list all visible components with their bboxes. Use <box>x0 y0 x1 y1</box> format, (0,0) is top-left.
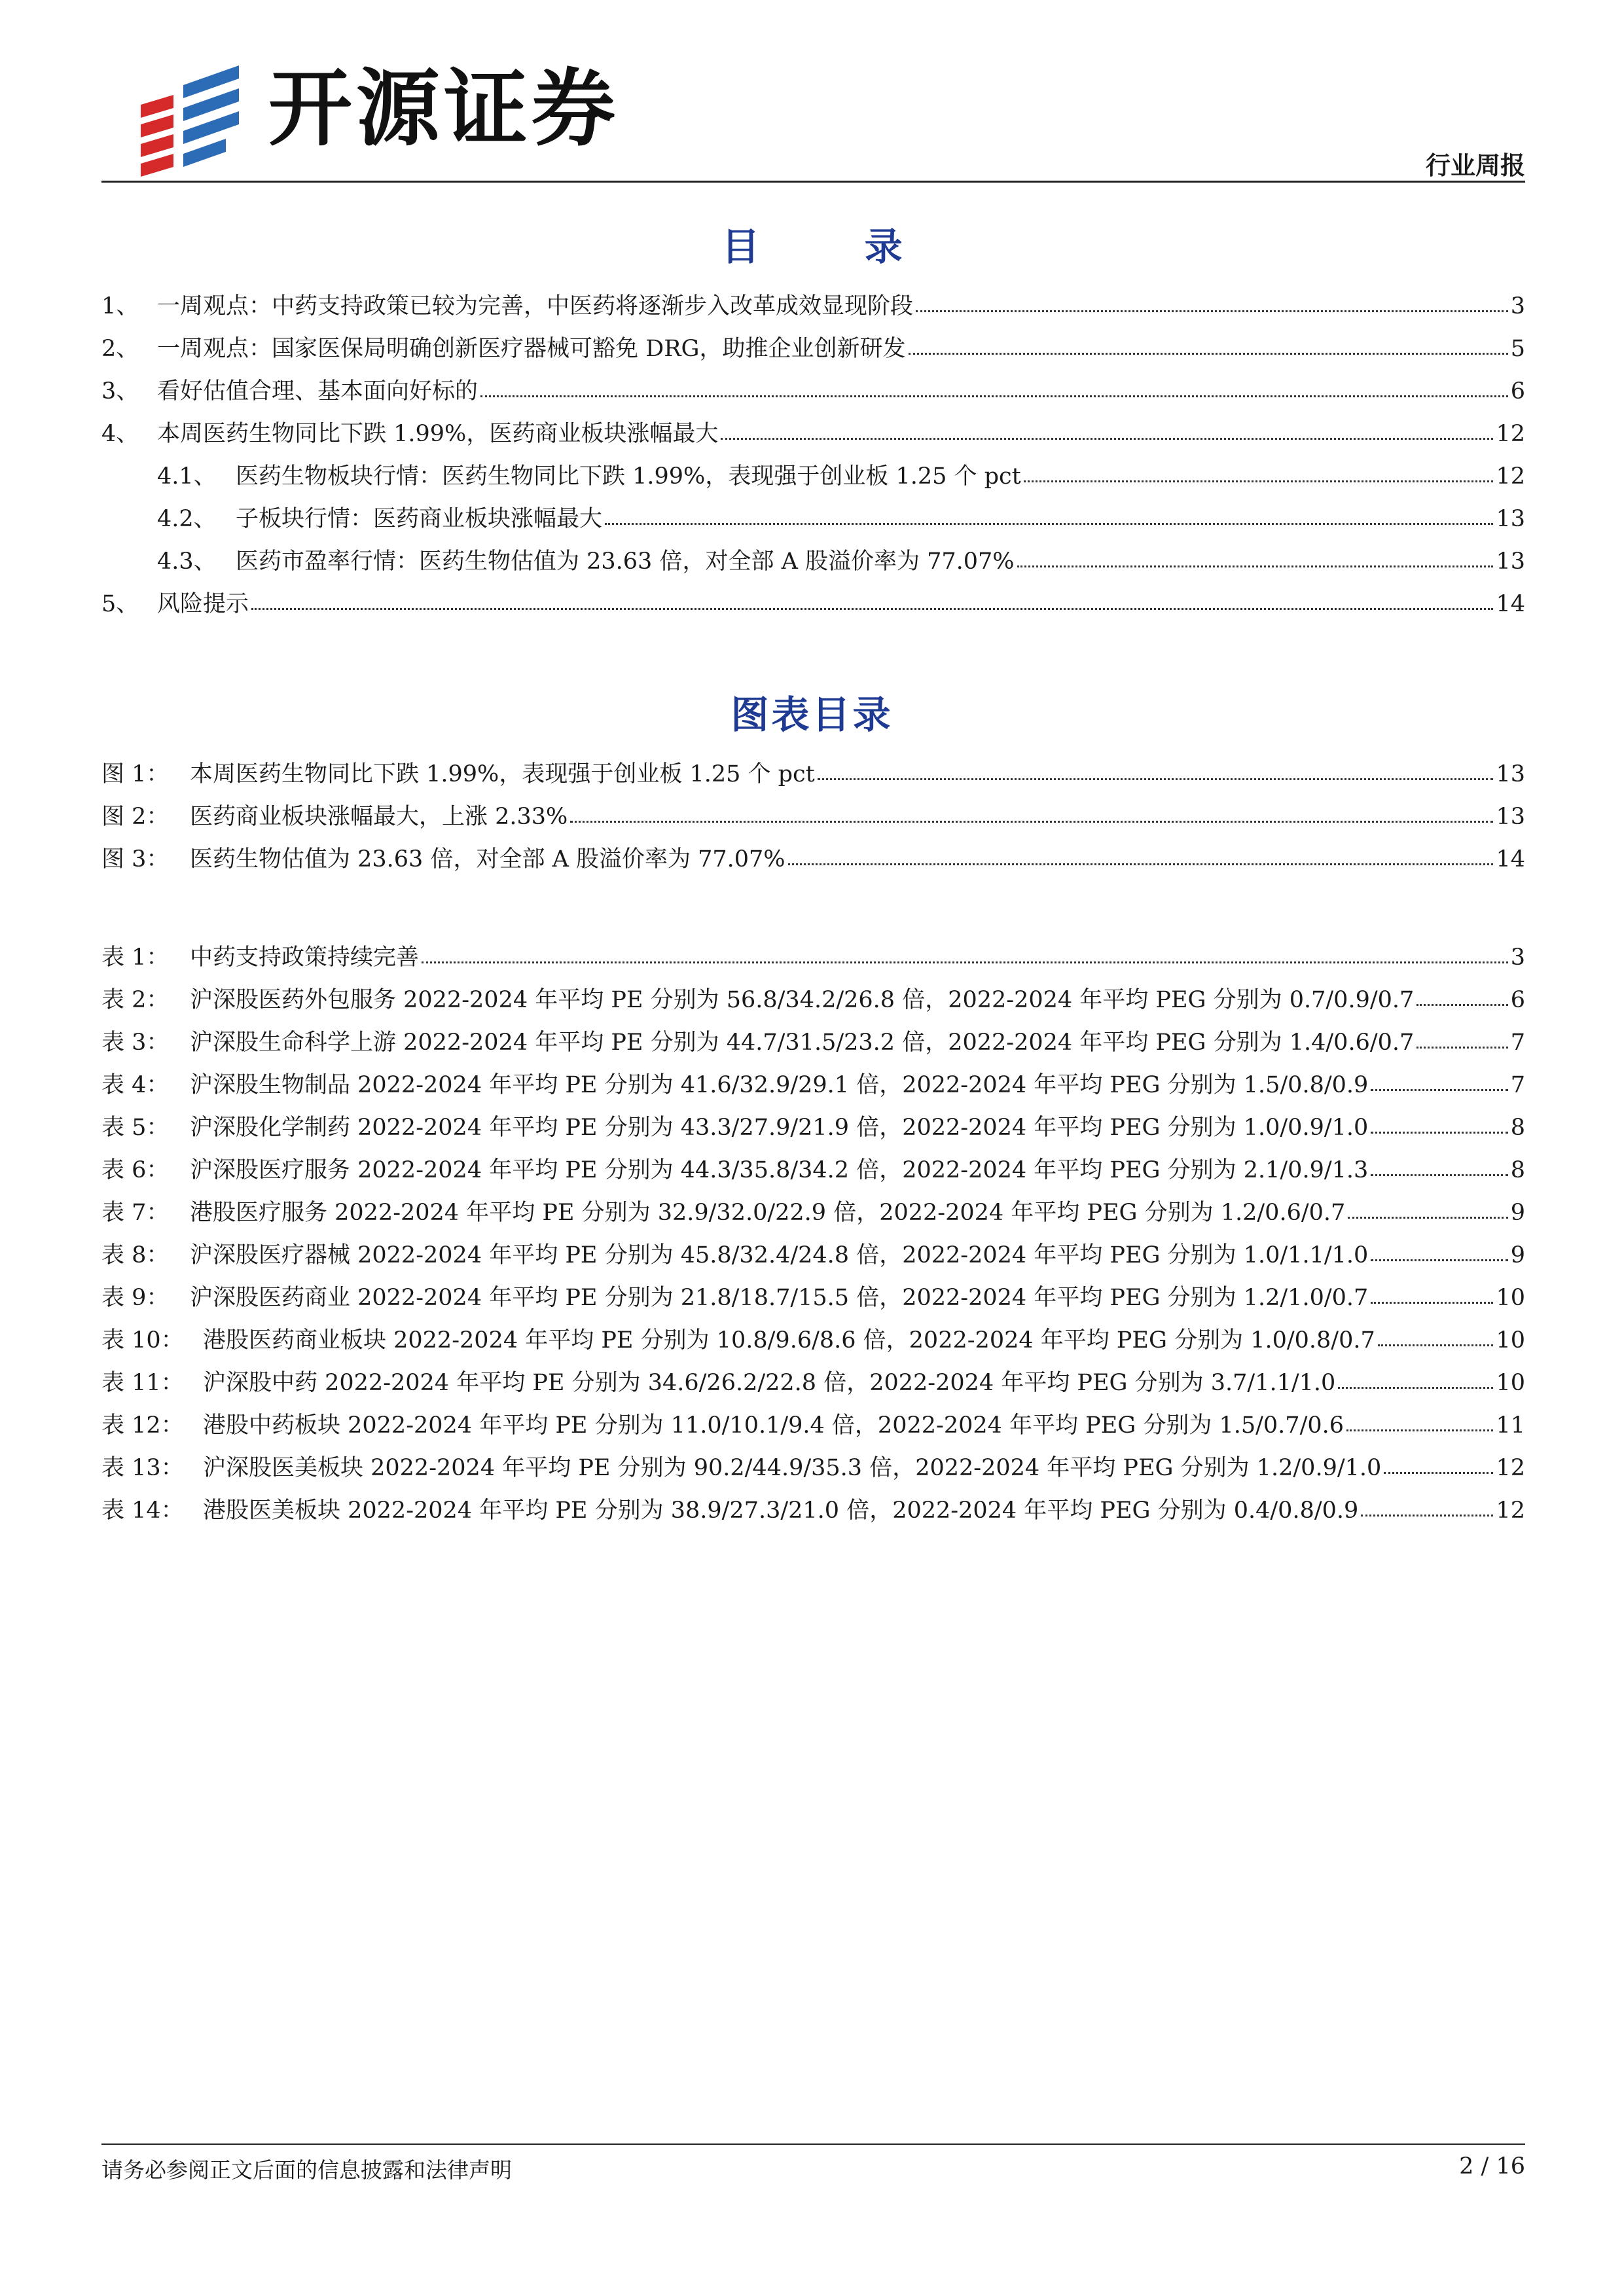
table-item-number: 表 4： <box>101 1072 170 1098</box>
table-item-number: 表 10： <box>101 1327 184 1354</box>
figure-list-title: 图表目录 <box>731 692 893 737</box>
figure-item-label: 医药生物估值为 23.63 倍，对全部 A 股溢价率为 77.07% <box>190 846 785 872</box>
dot-leader <box>916 310 1508 312</box>
dot-leader <box>1338 1387 1493 1389</box>
table-item-label: 沪深股医美板块 2022-2024 年平均 PE 分别为 90.2/44.9/35.3 倍，2022-2024 年平均 PEG 分别为 1.2/0.9/1.0 <box>203 1455 1382 1481</box>
table-item[interactable] <box>101 939 1525 972</box>
table-item-number: 表 12： <box>101 1412 184 1439</box>
table-item-label: 港股中药板块 2022-2024 年平均 PE 分别为 11.0/10.1/9.4 倍，2022-2024 年平均 PEG 分别为 1.5/0.7/0.6 <box>203 1412 1344 1439</box>
toc-item-number: 5、 <box>101 591 139 617</box>
dot-leader <box>1348 1217 1507 1219</box>
figure-item-number: 图 3： <box>101 846 170 872</box>
dot-leader <box>1361 1515 1493 1516</box>
toc-item-number: 4.2、 <box>157 506 217 532</box>
toc-item-number: 4.1、 <box>157 463 217 490</box>
table-item-number: 表 13： <box>101 1455 184 1481</box>
dot-leader <box>1371 1174 1507 1176</box>
toc-item-label: 一周观点：中药支持政策已较为完善，中医药将逐渐步入改革成效显现阶段 <box>157 293 914 319</box>
table-item-label: 沪深股化学制药 2022-2024 年平均 PE 分别为 43.3/27.9/21.9 倍，2022-2024 年平均 PEG 分别为 1.0/0.9/1.0 <box>190 1115 1369 1141</box>
table-item[interactable] <box>101 1322 1525 1355</box>
table-item[interactable] <box>101 982 1525 1014</box>
table-item-label: 港股医药商业板块 2022-2024 年平均 PE 分别为 10.8/9.6/8.6 倍，2022-2024 年平均 PEG 分别为 1.0/0.8/0.7 <box>203 1327 1375 1354</box>
brand-logo-icon <box>134 59 245 190</box>
dot-leader <box>1371 1132 1507 1134</box>
toc-title: 目 录 <box>721 224 948 269</box>
dot-leader <box>251 608 1493 610</box>
dot-leader <box>721 438 1493 440</box>
figure-item-number: 图 1： <box>101 761 170 787</box>
table-item-label: 沪深股生命科学上游 2022-2024 年平均 PE 分别为 44.7/31.5/23.2 倍，2022-2024 年平均 PEG 分别为 1.4/0.6/0.7 <box>190 1030 1415 1056</box>
dot-leader <box>1024 480 1494 482</box>
toc-subitem[interactable] <box>157 543 1525 576</box>
table-item-page: 9 <box>1510 1242 1525 1268</box>
toc-item-number: 2、 <box>101 336 139 362</box>
table-item-label: 沪深股医药外包服务 2022-2024 年平均 PE 分别为 56.8/34.2/26.8 倍，2022-2024 年平均 PEG 分别为 0.7/0.9/0.7 <box>190 987 1415 1013</box>
dot-leader <box>422 961 1508 963</box>
toc-item-page: 6 <box>1510 378 1525 404</box>
figure-item-number: 图 2： <box>101 804 170 830</box>
table-item-page: 10 <box>1496 1285 1525 1311</box>
toc-item-page: 14 <box>1496 591 1525 617</box>
table-item-label: 沪深股医疗服务 2022-2024 年平均 PE 分别为 44.3/35.8/34.2 倍，2022-2024 年平均 PEG 分别为 2.1/0.9/1.3 <box>190 1157 1369 1183</box>
table-item-page: 7 <box>1510 1030 1525 1056</box>
document-type: 行业周报 <box>1425 151 1525 180</box>
table-item-page: 10 <box>1496 1370 1525 1396</box>
table-item[interactable] <box>101 1280 1525 1312</box>
toc-item-page: 12 <box>1496 463 1525 490</box>
table-item-number: 表 2： <box>101 987 170 1013</box>
table-item-label: 沪深股医药商业 2022-2024 年平均 PE 分别为 21.8/18.7/15.5 倍，2022-2024 年平均 PEG 分别为 1.2/1.0/0.7 <box>190 1285 1369 1311</box>
table-item-page: 9 <box>1510 1200 1525 1226</box>
table-item-page: 11 <box>1496 1412 1525 1439</box>
table-item-number: 表 5： <box>101 1115 170 1141</box>
table-item-page: 3 <box>1510 944 1525 971</box>
toc-item-label: 看好估值合理、基本面向好标的 <box>157 378 478 404</box>
toc-item-number: 3、 <box>101 378 139 404</box>
table-item-number: 表 3： <box>101 1030 170 1056</box>
toc-item[interactable] <box>101 586 1525 619</box>
figure-item[interactable] <box>101 798 1525 831</box>
figure-item[interactable] <box>101 841 1525 874</box>
dot-leader <box>818 778 1494 780</box>
dot-leader <box>1017 565 1494 567</box>
toc-item-number: 4.3、 <box>157 548 217 575</box>
toc-item-page: 12 <box>1496 421 1525 447</box>
figure-item-page: 13 <box>1496 804 1525 830</box>
figure-item[interactable] <box>101 756 1525 789</box>
table-item-label: 沪深股医疗器械 2022-2024 年平均 PE 分别为 45.8/32.4/24.8 倍，2022-2024 年平均 PEG 分别为 1.0/1.1/1.0 <box>190 1242 1369 1268</box>
toc-item[interactable] <box>101 331 1525 363</box>
dot-leader <box>1384 1472 1493 1474</box>
table-item[interactable] <box>101 1024 1525 1057</box>
toc-item-label: 医药生物板块行情：医药生物同比下跌 1.99%，表现强于创业板 1.25 个 pct <box>236 463 1021 490</box>
table-item-page: 12 <box>1496 1498 1525 1524</box>
page-header <box>101 46 1525 182</box>
dot-leader <box>1371 1259 1507 1261</box>
dot-leader <box>570 821 1493 823</box>
figure-item-page: 13 <box>1496 761 1525 787</box>
dot-leader <box>788 863 1494 865</box>
dot-leader <box>605 523 1493 525</box>
figure-item-label: 医药商业板块涨幅最大，上涨 2.33% <box>190 804 568 830</box>
toc-item-label: 一周观点：国家医保局明确创新医疗器械可豁免 DRG，助推企业创新研发 <box>157 336 906 362</box>
toc-item-number: 1、 <box>101 293 139 319</box>
table-item-page: 8 <box>1510 1157 1525 1183</box>
table-item-number: 表 14： <box>101 1498 184 1524</box>
table-item-number: 表 1： <box>101 944 170 971</box>
dot-leader <box>909 353 1508 355</box>
brand-name: 开源证券 <box>268 60 620 158</box>
dot-leader <box>1378 1344 1494 1346</box>
table-item-number: 表 8： <box>101 1242 170 1268</box>
table-item-label: 沪深股中药 2022-2024 年平均 PE 分别为 34.6/26.2/22.8 倍，2022-2024 年平均 PEG 分别为 3.7/1.1/1.0 <box>203 1370 1336 1396</box>
toc-item-label: 风险提示 <box>157 591 249 617</box>
toc-subitem[interactable] <box>157 458 1525 491</box>
toc-subitem[interactable] <box>157 501 1525 533</box>
table-item-label: 港股医疗服务 2022-2024 年平均 PE 分别为 32.9/32.0/22.9 倍，2022-2024 年平均 PEG 分别为 1.2/0.6/0.7 <box>190 1200 1346 1226</box>
toc-item[interactable] <box>101 288 1525 321</box>
footer-disclaimer: 请务必参阅正文后面的信息披露和法律声明 <box>101 2157 512 2183</box>
dot-leader <box>1416 1004 1507 1006</box>
table-item-number: 表 7： <box>101 1200 170 1226</box>
dot-leader <box>1416 1047 1507 1049</box>
toc-item[interactable] <box>101 373 1525 406</box>
toc-item-page: 5 <box>1510 336 1525 362</box>
header-divider <box>101 181 1525 183</box>
table-item-number: 表 9： <box>101 1285 170 1311</box>
page-number: 2 / 16 <box>1459 2153 1525 2179</box>
toc-item-label: 本周医药生物同比下跌 1.99%，医药商业板块涨幅最大 <box>157 421 719 447</box>
table-item[interactable] <box>101 1152 1525 1185</box>
table-item[interactable] <box>101 1109 1525 1142</box>
toc-item-page: 13 <box>1496 548 1525 575</box>
table-item-number: 表 6： <box>101 1157 170 1183</box>
toc-item[interactable] <box>101 416 1525 448</box>
table-item[interactable] <box>101 1194 1525 1227</box>
toc-item-number: 4、 <box>101 421 139 447</box>
table-item[interactable] <box>101 1492 1525 1525</box>
table-item-page: 12 <box>1496 1455 1525 1481</box>
table-item[interactable] <box>101 1450 1525 1482</box>
table-item-label: 港股医美板块 2022-2024 年平均 PE 分别为 38.9/27.3/21.0 倍，2022-2024 年平均 PEG 分别为 0.4/0.8/0.9 <box>203 1498 1359 1524</box>
table-item-number: 表 11： <box>101 1370 184 1396</box>
footer-divider <box>101 2144 1525 2145</box>
toc-item-label: 子板块行情：医药商业板块涨幅最大 <box>236 506 603 532</box>
table-item[interactable] <box>101 1365 1525 1397</box>
toc-item-page: 3 <box>1510 293 1525 319</box>
figure-item-page: 14 <box>1496 846 1525 872</box>
table-item-page: 8 <box>1510 1115 1525 1141</box>
figure-item-label: 本周医药生物同比下跌 1.99%，表现强于创业板 1.25 个 pct <box>190 761 815 787</box>
dot-leader <box>1346 1429 1493 1431</box>
table-item[interactable] <box>101 1407 1525 1440</box>
table-item-page: 6 <box>1510 987 1525 1013</box>
table-item-page: 7 <box>1510 1072 1525 1098</box>
table-item[interactable] <box>101 1067 1525 1100</box>
table-item-label: 中药支持政策持续完善 <box>190 944 420 971</box>
dot-leader <box>480 395 1508 397</box>
table-item[interactable] <box>101 1237 1525 1270</box>
toc-item-label: 医药市盈率行情：医药生物估值为 23.63 倍，对全部 A 股溢价率为 77.07% <box>236 548 1015 575</box>
dot-leader <box>1371 1302 1493 1304</box>
table-item-page: 10 <box>1496 1327 1525 1354</box>
dot-leader <box>1371 1089 1507 1091</box>
toc-item-page: 13 <box>1496 506 1525 532</box>
table-item-label: 沪深股生物制品 2022-2024 年平均 PE 分别为 41.6/32.9/29.1 倍，2022-2024 年平均 PEG 分别为 1.5/0.8/0.9 <box>190 1072 1369 1098</box>
